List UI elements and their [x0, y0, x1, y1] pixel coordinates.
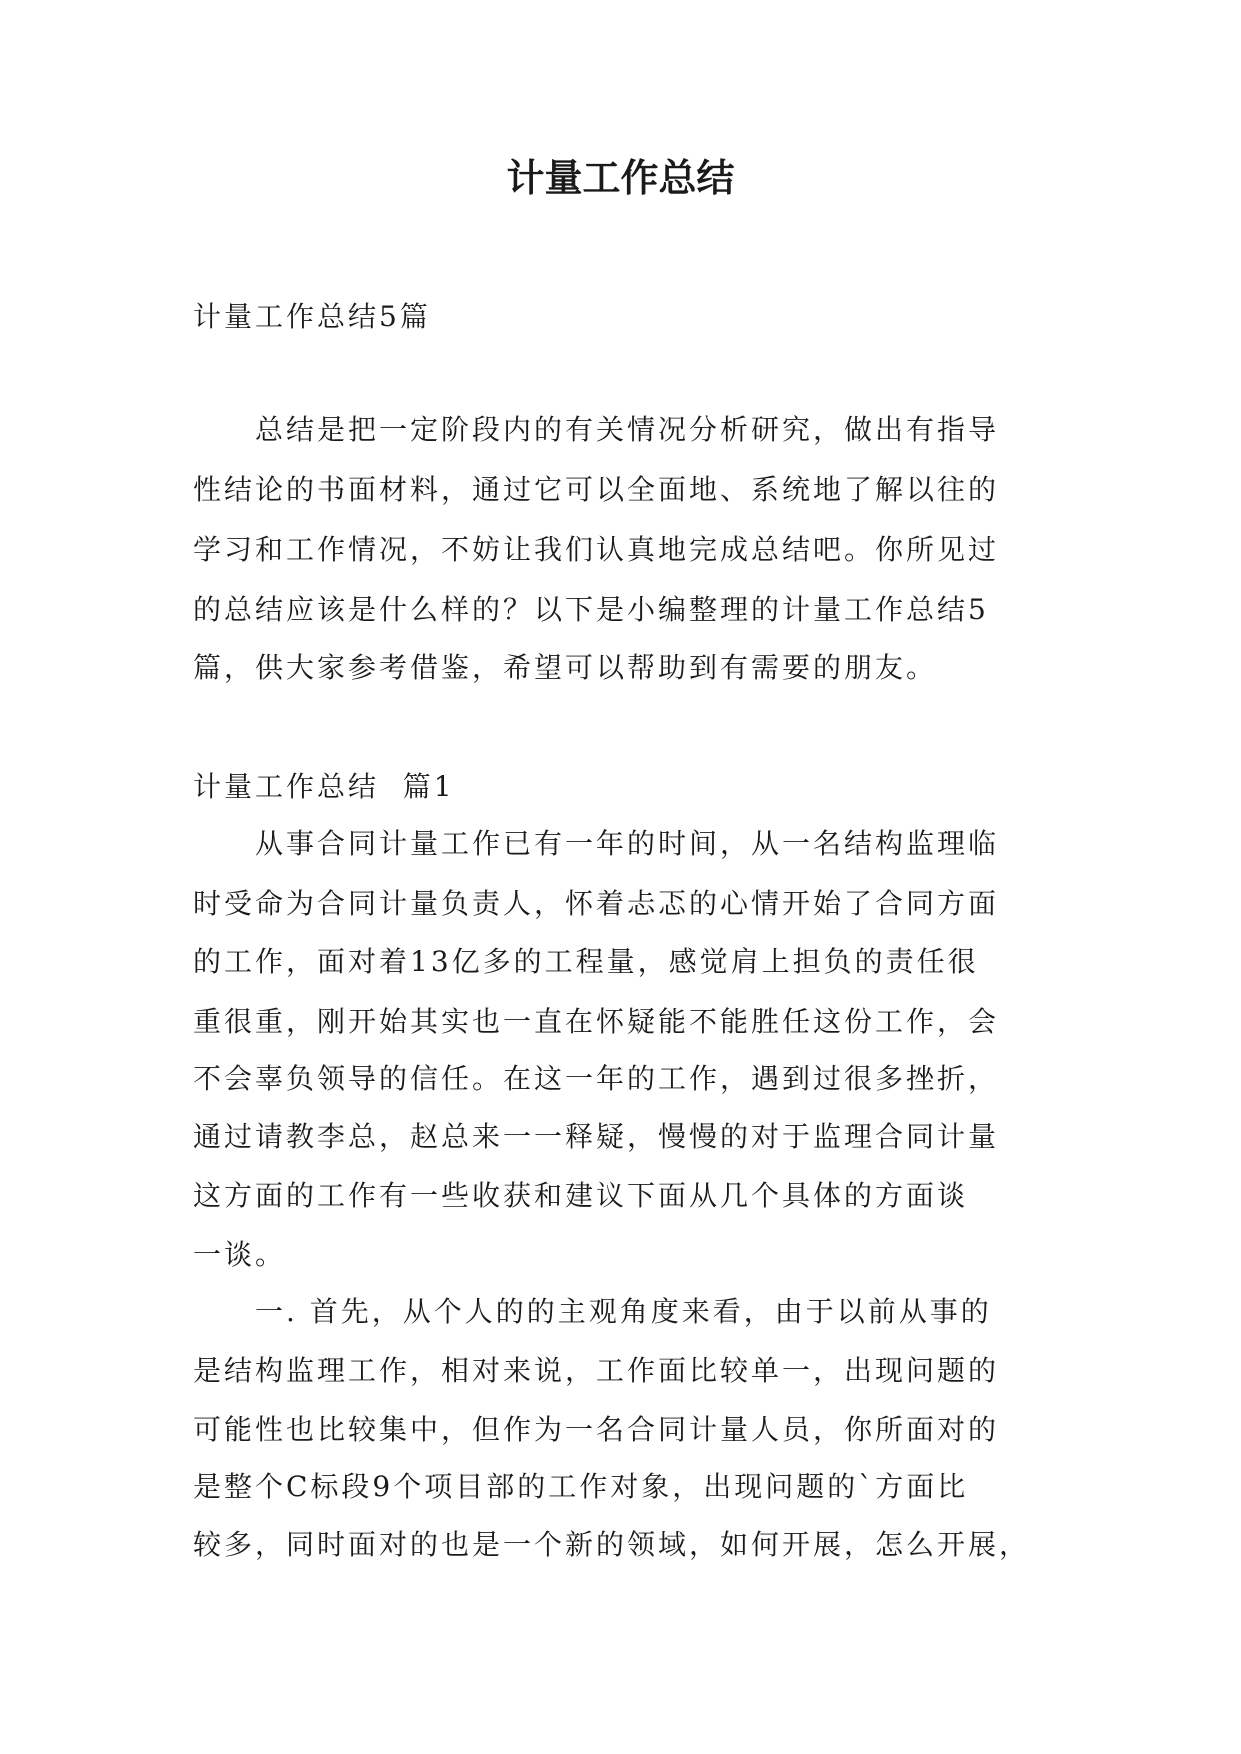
paragraph-line: 一谈。	[193, 1238, 287, 1271]
paragraph-line: 不会辜负领导的信任。在这一年的工作，遇到过很多挫折，	[193, 1062, 1000, 1095]
paragraph-line: 从事合同计量工作已有一年的时间，从一名结构监理临	[255, 827, 1000, 860]
paragraph-line: 是结构监理工作，相对来说，工作面比较单一，出现问题的	[193, 1354, 1000, 1387]
paragraph-line: 可能性也比较集中，但作为一名合同计量人员，你所面对的	[193, 1413, 1000, 1446]
paragraph-line: 一. 首先，从个人的的主观角度来看，由于以前从事的	[255, 1295, 992, 1328]
intro-line: 性结论的书面材料，通过它可以全面地、系统地了解以往的	[193, 473, 1000, 506]
paragraph-line: 时受命为合同计量负责人，怀着忐忑的心情开始了合同方面	[193, 887, 1000, 920]
paragraph-line: 是整个C标段9个项目部的工作对象，出现问题的`方面比	[193, 1470, 969, 1503]
document-subtitle: 计量工作总结5篇	[193, 300, 431, 333]
paragraph-line: 重很重，刚开始其实也一直在怀疑能不能胜任这份工作，会	[193, 1005, 1000, 1038]
intro-line: 篇，供大家参考借鉴，希望可以帮助到有需要的朋友。	[193, 651, 938, 684]
paragraph-line: 较多，同时面对的也是一个新的领域，如何开展，怎么开展，	[193, 1528, 1031, 1561]
paragraph-line: 通过请教李总，赵总来一一释疑，慢慢的对于监理合同计量	[193, 1120, 1000, 1153]
paragraph-line: 的工作，面对着13亿多的工程量，感觉肩上担负的责任很	[193, 945, 979, 978]
paragraph-line: 这方面的工作有一些收获和建议下面从几个具体的方面谈	[193, 1179, 969, 1212]
section-heading: 计量工作总结 篇1	[193, 770, 455, 803]
intro-line: 的总结应该是什么样的？以下是小编整理的计量工作总结5	[193, 593, 989, 626]
document-title: 计量工作总结	[506, 156, 735, 200]
intro-line: 学习和工作情况，不妨让我们认真地完成总结吧。你所见过	[193, 533, 1000, 566]
intro-line: 总结是把一定阶段内的有关情况分析研究，做出有指导	[255, 413, 1000, 446]
